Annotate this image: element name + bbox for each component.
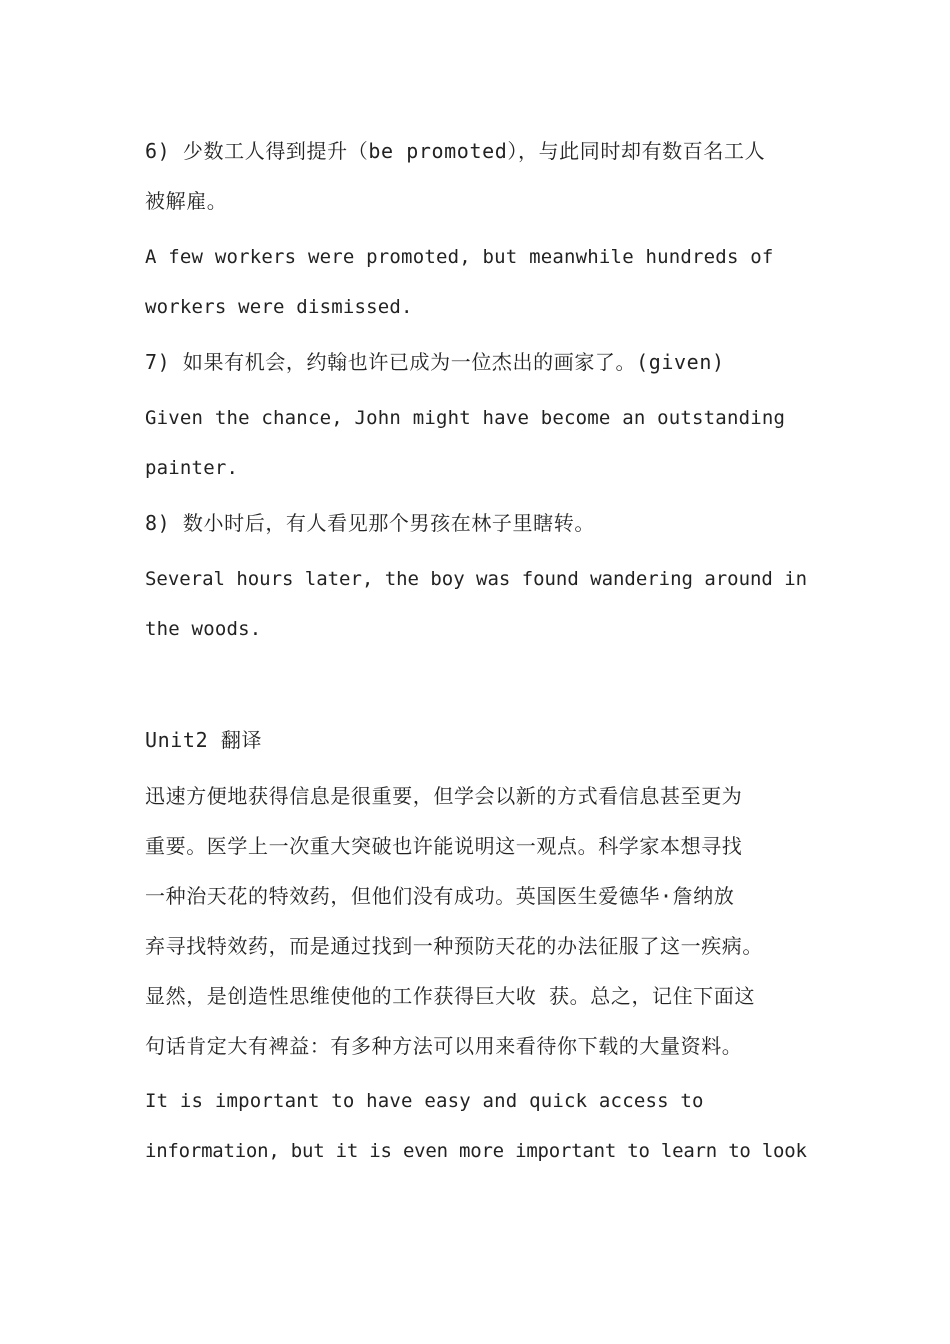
- passage-english-line-1: It is important to have easy and quick access to: [145, 1090, 704, 1112]
- sentence-7-english-line-2: painter.: [145, 457, 239, 479]
- sentence-6-chinese-line-2: 被解雇。: [145, 189, 228, 213]
- sentence-7-chinese-line: 7) 如果有机会，约翰也许已成为一位杰出的画家了。(given): [145, 350, 725, 374]
- passage-chinese-line-6: 句话肯定大有裨益：有多种方法可以用来看待你下载的大量资料。: [145, 1034, 743, 1058]
- sentence-8-english-line-1: Several hours later, the boy was found wandering around in: [145, 568, 808, 590]
- sentence-8-chinese-line: 8) 数小时后，有人看见那个男孩在林子里瞎转。: [145, 511, 595, 535]
- section-heading-unit2: Unit2 翻译: [145, 728, 263, 752]
- sentence-7-english-line-1: Given the chance, John might have become an outstanding: [145, 407, 786, 429]
- passage-chinese-line-1: 迅速方便地获得信息是很重要，但学会以新的方式看信息甚至更为: [145, 784, 743, 808]
- passage-chinese-line-3: 一种治天花的特效药，但他们没有成功。英国医生爱德华·詹纳放: [145, 884, 735, 908]
- passage-chinese-line-4: 弃寻找特效药，而是通过找到一种预防天花的办法征服了这一疾病。: [145, 934, 763, 958]
- passage-chinese-line-2: 重要。医学上一次重大突破也许能说明这一观点。科学家本想寻找: [145, 834, 743, 858]
- sentence-6-english-line-1: A few workers were promoted, but meanwhile hundreds of: [145, 246, 774, 268]
- passage-english-line-2: information, but it is even more important to learn to look: [145, 1140, 807, 1162]
- passage-chinese-line-5: 显然，是创造性思维使他的工作获得巨大收 获。总之，记住下面这: [145, 984, 756, 1008]
- sentence-6-chinese-line-1: 6) 少数工人得到提升（be promoted），与此同时却有数百名工人: [145, 139, 766, 163]
- sentence-8-english-line-2: the woods.: [145, 618, 262, 640]
- sentence-6-english-line-2: workers were dismissed.: [145, 296, 413, 318]
